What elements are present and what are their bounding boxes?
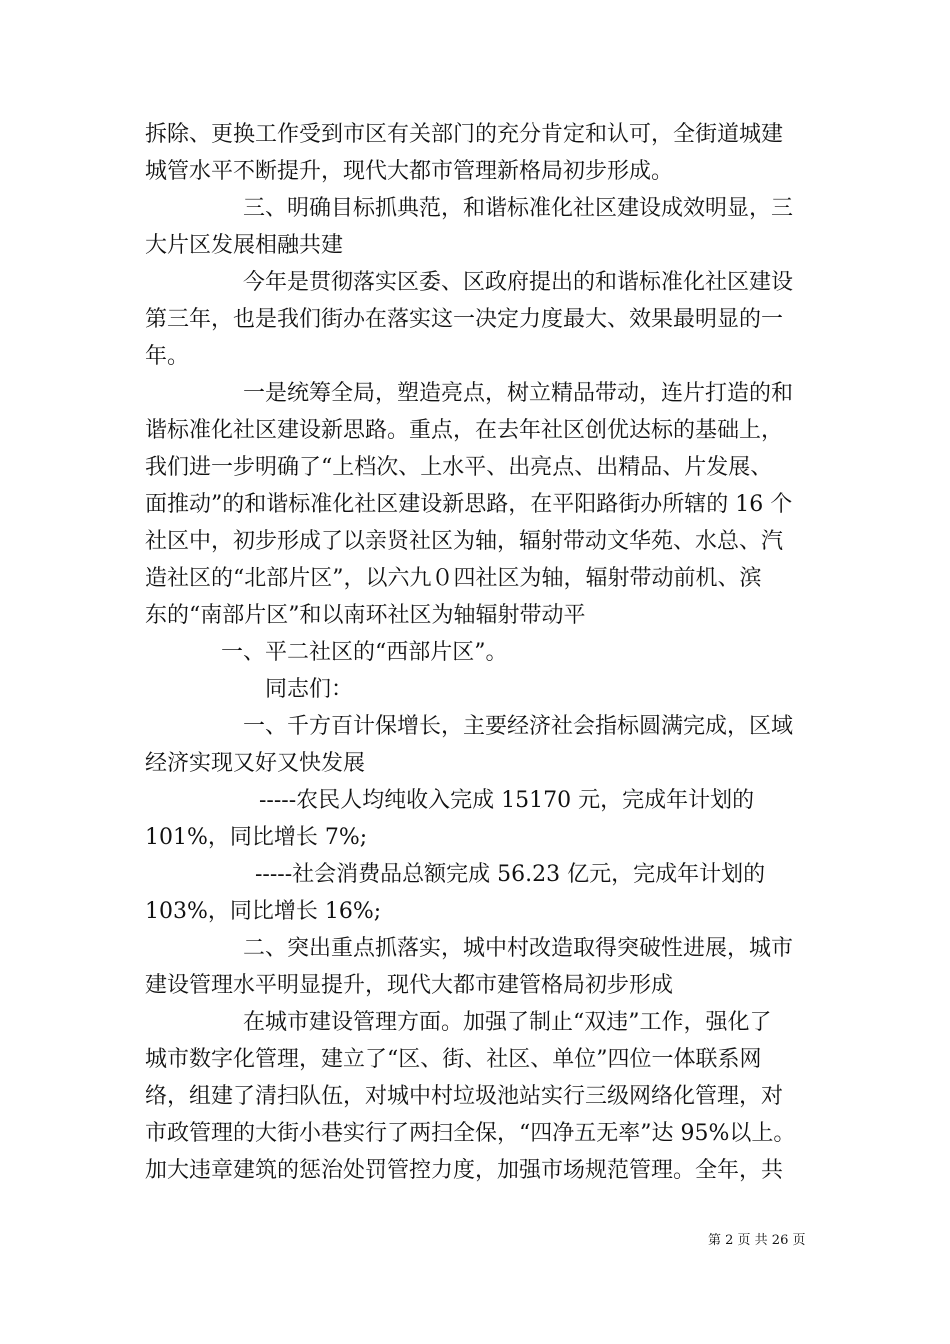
text-line: 在城市建设管理方面。加强了制止“双违”工作，强化了 (243, 1010, 772, 1035)
text-line: 市政管理的大街小巷实行了两扫全保，“四净五无率”达 95%以上。 (145, 1121, 796, 1146)
text-line: 城市数字化管理，建立了“区、街、社区、单位”四位一体联系网 (145, 1047, 762, 1072)
text-line: -----农民人均纯收入完成 15170 元，完成年计划的 (259, 788, 755, 813)
text-line: 面推动”的和谐标准化社区建设新思路，在平阳路街办所辖的 16 个 (145, 492, 793, 517)
text-line: 拆除、更换工作受到市区有关部门的充分肯定和认可，全街道城建 (145, 122, 784, 147)
text-line: 年。 (145, 344, 190, 369)
section-heading: 一、千方百计保增长，主要经济社会指标圆满完成，区域 (243, 714, 794, 739)
text-line: -----社会消费品总额完成 56.23 亿元，完成年计划的 (255, 862, 766, 887)
text-line: 第三年，也是我们街办在落实这一决定力度最大、效果最明显的一 (145, 307, 784, 332)
page-number-footer: 第 2 页 共 26 页 (708, 1233, 806, 1248)
section-heading: 建设管理水平明显提升，现代大都市建管格局初步形成 (145, 973, 674, 998)
text-line: 城管水平不断提升，现代大都市管理新格局初步形成。 (145, 159, 674, 184)
section-heading: 经济实现又好又快发展 (145, 751, 366, 776)
text-line: 同志们： (265, 677, 354, 702)
text-line: 加大违章建筑的惩治处罚管控力度，加强市场规范管理。全年，共 (145, 1158, 784, 1183)
text-line: 一是统筹全局，塑造亮点，树立精品带动，连片打造的和 (243, 381, 794, 406)
text-line: 我们进一步明确了“上档次、上水平、出亮点、出精品、片发展、 (145, 455, 773, 480)
text-line: 谐标准化社区建设新思路。重点，在去年社区创优达标的基础上， (145, 418, 784, 443)
section-heading: 大片区发展相融共建 (145, 233, 344, 258)
text-line: 101%，同比增长 7%; (145, 825, 368, 850)
text-line: 络，组建了清扫队伍，对城中村垃圾池站实行三级网络化管理，对 (145, 1084, 784, 1109)
text-line: 一、平二社区的“西部片区”。 (221, 640, 508, 665)
section-heading: 二、突出重点抓落实，城中村改造取得突破性进展，城市 (243, 936, 794, 961)
text-line: 东的“南部片区”和以南环社区为轴辐射带动平 (145, 603, 586, 628)
text-line: 今年是贯彻落实区委、区政府提出的和谐标准化社区建设 (243, 270, 794, 295)
text-line: 103%，同比增长 16%; (145, 899, 382, 924)
text-line: 社区中，初步形成了以亲贤社区为轴，辐射带动文华苑、水总、汽 (145, 529, 784, 554)
text-line: 造社区的“北部片区”，以六九０四社区为轴，辐射带动前机、滨 (145, 566, 762, 591)
section-heading: 三、明确目标抓典范，和谐标准化社区建设成效明显，三 (243, 196, 794, 221)
